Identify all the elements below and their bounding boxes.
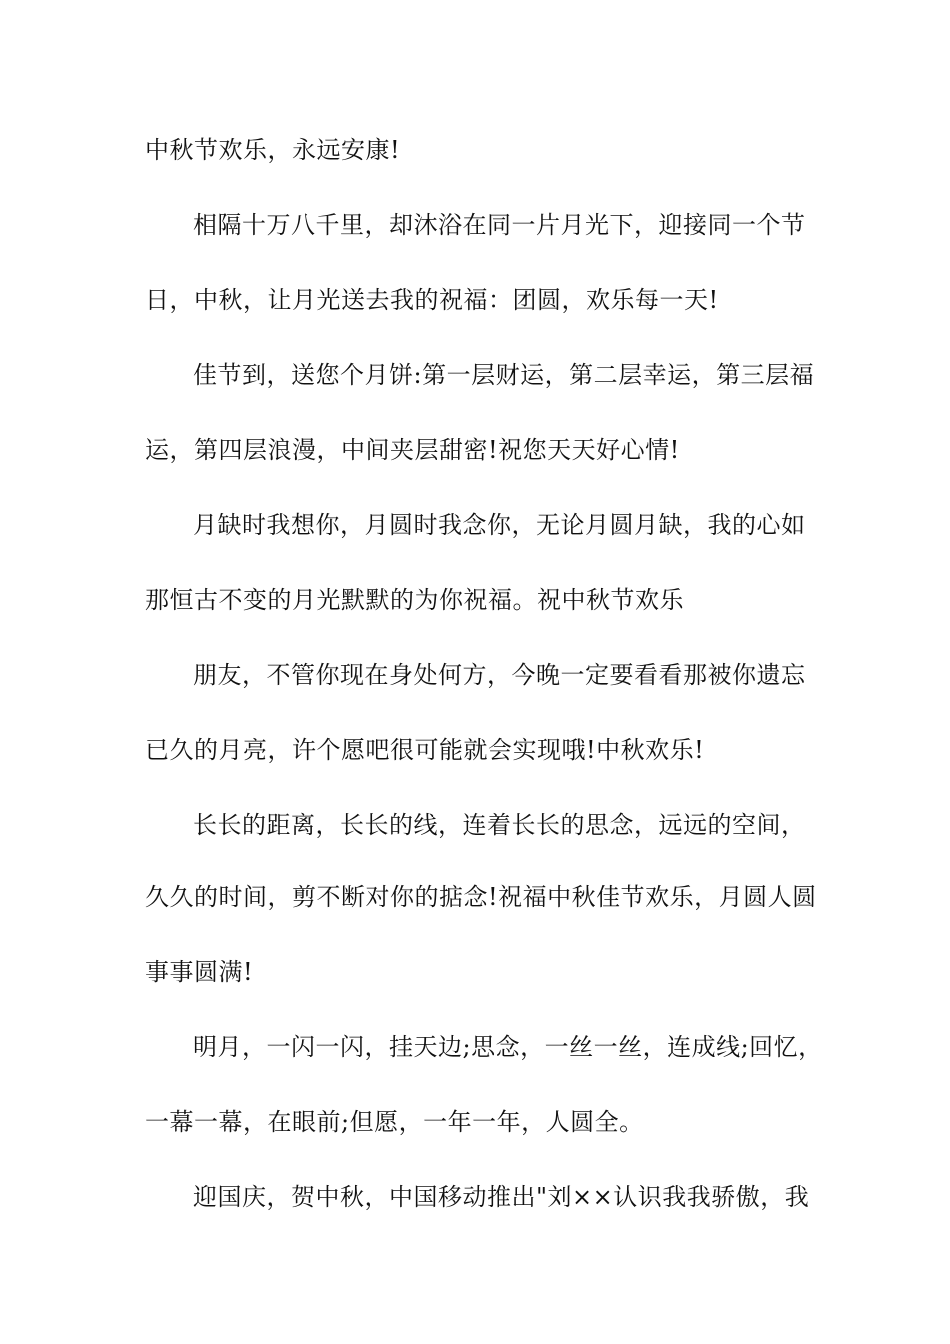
text-line: 一幕一幕，在眼前;但愿，一年一年，人圆全。 [145, 1108, 644, 1136]
text-line: 已久的月亮，许个愿吧很可能就会实现哦!中秋欢乐! [145, 736, 705, 764]
text-line: 日，中秋，让月光送去我的祝福：团圆，欢乐每一天! [145, 286, 719, 314]
paragraph-first-line: 月缺时我想你，月圆时我念你，无论月圆月缺，我的心如 [193, 511, 806, 539]
paragraph-first-line: 迎国庆，贺中秋，中国移动推出"刘××认识我我骄傲，我 [193, 1183, 810, 1211]
text-line: 事事圆满! [145, 958, 254, 986]
paragraph-first-line: 佳节到，送您个月饼:第一层财运，第二层幸运，第三层福 [193, 361, 815, 389]
paragraph-first-line: 长长的距离，长长的线，连着长长的思念，远远的空间， [193, 811, 806, 839]
paragraph-first-line: 相隔十万八千里，却沐浴在同一片月光下，迎接同一个节 [193, 211, 806, 239]
text-line: 久久的时间，剪不断对你的掂念!祝福中秋佳节欢乐，月圆人圆 [145, 883, 817, 911]
text-line: 那恒古不变的月光默默的为你祝福。祝中秋节欢乐 [145, 586, 684, 614]
text-line: 运，第四层浪漫，中间夹层甜密!祝您天天好心情! [145, 436, 680, 464]
paragraph-first-line: 朋友，不管你现在身处何方，今晚一定要看看那被你遗忘 [193, 661, 806, 689]
text-line: 中秋节欢乐，永远安康! [145, 136, 401, 164]
paragraph-first-line: 明月，一闪一闪，挂天边;思念，一丝一丝，连成线;回忆， [193, 1033, 823, 1061]
